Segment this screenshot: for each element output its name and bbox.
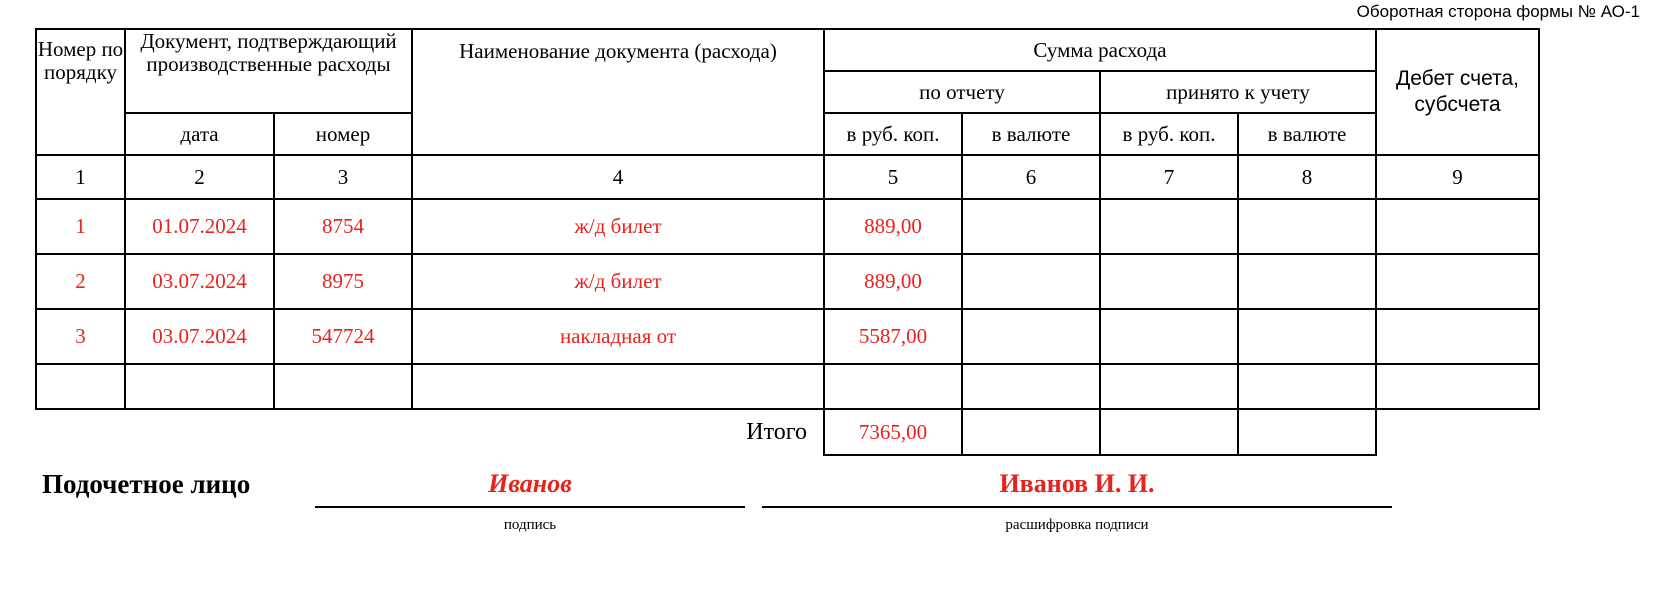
row-doc-name: ж/д билет [412, 254, 824, 309]
row-number: 8754 [274, 199, 412, 254]
row-doc-name: ж/д билет [412, 199, 824, 254]
row-cell [1100, 364, 1238, 409]
row-rub: 5587,00 [824, 309, 962, 364]
column-number: 1 [36, 155, 125, 199]
row-cell [1100, 309, 1238, 364]
row-cell [1238, 254, 1376, 309]
table-row [36, 254, 1539, 309]
row-num: 1 [36, 199, 125, 254]
row-num: 3 [36, 309, 125, 364]
row-cell [962, 199, 1100, 254]
signature-block [0, 455, 1680, 595]
signature-name-value: Иванов И. И. [999, 469, 1155, 498]
row-date: 03.07.2024 [125, 254, 274, 309]
row-cell [1100, 199, 1238, 254]
row-cell [1238, 364, 1376, 409]
row-date: 03.07.2024 [125, 309, 274, 364]
row-cell [1376, 199, 1539, 254]
row-cell [1100, 254, 1238, 309]
table-row-empty [36, 364, 1539, 409]
column-number: 9 [1376, 155, 1539, 199]
total-cell [1100, 409, 1238, 455]
signature-caption: подпись [503, 517, 557, 533]
column-number: 2 [125, 155, 274, 199]
row-num: 2 [36, 254, 125, 309]
row-cell [274, 364, 412, 409]
row-cell [962, 254, 1100, 309]
total-label: Итого [746, 419, 807, 445]
row-cell [1376, 309, 1539, 364]
signature-title: Подочетное лицо [42, 469, 251, 499]
row-cell [36, 364, 125, 409]
header-sum-group: Сумма расхода [824, 29, 1376, 71]
row-doc-name: накладная от [412, 309, 824, 364]
signature-line [315, 506, 745, 508]
form-caption: Оборотная сторона формы № АО-1 [1356, 2, 1640, 21]
row-cell [962, 309, 1100, 364]
header-cur-report: в валюте [962, 113, 1100, 155]
row-cell [1238, 199, 1376, 254]
total-value: 7365,00 [824, 409, 962, 455]
header-rub-accepted: в руб. коп. [1100, 113, 1238, 155]
column-number: 7 [1100, 155, 1238, 199]
signature-name-caption: расшифровка подписи [1005, 517, 1149, 533]
column-number: 4 [412, 155, 824, 199]
table-row [36, 199, 1539, 254]
row-cell [412, 364, 824, 409]
total-cell [1238, 409, 1376, 455]
signature-value: Иванов [488, 469, 572, 498]
total-row [36, 409, 1539, 455]
row-number: 8975 [274, 254, 412, 309]
total-blank [1376, 409, 1539, 455]
row-cell [1376, 254, 1539, 309]
column-numbers-row [36, 155, 1539, 199]
row-cell [1238, 309, 1376, 364]
expense-table [35, 28, 1540, 456]
row-number: 547724 [274, 309, 412, 364]
header-accepted: принято к учету [1100, 71, 1376, 113]
header-doc-name: Наименование документа (расхода) [412, 29, 824, 155]
row-rub: 889,00 [824, 199, 962, 254]
row-date: 01.07.2024 [125, 199, 274, 254]
signature-name-line [762, 506, 1392, 508]
header-num: Номер по порядку [36, 29, 125, 155]
column-number: 8 [1238, 155, 1376, 199]
header-cur-accepted: в валюте [1238, 113, 1376, 155]
row-cell [962, 364, 1100, 409]
row-cell [1376, 364, 1539, 409]
header-number: номер [274, 113, 412, 155]
header-rub-report: в руб. коп. [824, 113, 962, 155]
header-by-report: по отчету [824, 71, 1100, 113]
row-rub: 889,00 [824, 254, 962, 309]
header-date: дата [125, 113, 274, 155]
header-debit [1376, 29, 1539, 155]
column-number: 5 [824, 155, 962, 199]
column-number: 3 [274, 155, 412, 199]
header-debit-text: Дебет счета, субсчета [1396, 67, 1519, 116]
header-doc-group: Документ, подтверждающий производственные расходы [125, 29, 412, 113]
table-row [36, 309, 1539, 364]
column-number: 6 [962, 155, 1100, 199]
row-cell [125, 364, 274, 409]
total-cell [962, 409, 1100, 455]
row-cell [824, 364, 962, 409]
